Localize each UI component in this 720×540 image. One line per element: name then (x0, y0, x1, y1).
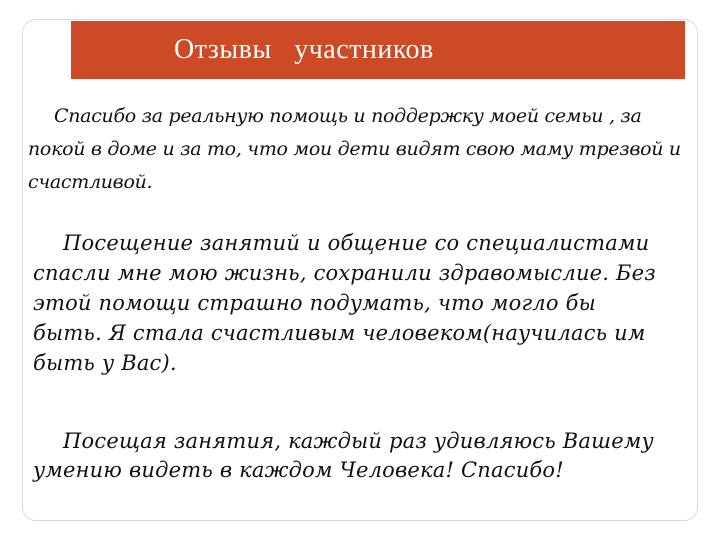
title-banner (71, 21, 685, 79)
testimonial-3: Посещая занятия, каждый раз удивляюсь Вашему умению видеть в каждом Человека! Спасибо! (33, 429, 654, 482)
testimonial-2: Посещение занятий и общение со специалистами спасли мне мою жизнь, сохранили здравомыслие. Без этой помощи страшно подумать, что могло бы быть. Я стала счастливым человеком(научилась им быть у Вас). (33, 231, 656, 375)
page-title: Отзывы участников (174, 34, 434, 65)
testimonial-1: Спасибо за реальную помощь и поддержку моей семьи , за покой в доме и за то, что мои дети видят свою маму трезвой и счастливой. (28, 105, 681, 193)
